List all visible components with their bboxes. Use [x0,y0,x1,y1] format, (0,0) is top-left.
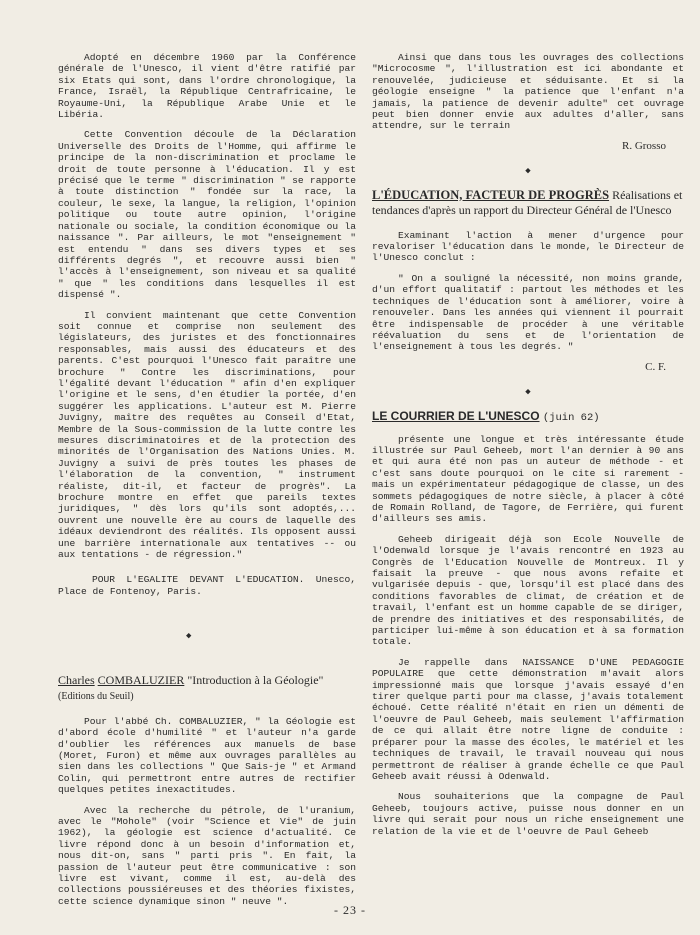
courrier-date: (juin 62) [542,411,600,424]
geology-publisher: (Editions du Seuil) [58,690,134,702]
signature-grosso: R. Grosso [621,139,666,152]
geology-paragraph-1: Pour l'abbé Ch. COMBALUZIER, " la Géologie est d'abord école d'humilité " et l'auteur n'a garde d'oublier les références aux manuels de base (Moret, Furon) et même aux ouvrages parallèles au sien dans les collections " Que Sais-je " et Armand Colin, qui permettront entre autres de rectifier quelques petites inexactitudes. [58,715,356,796]
convention-paragraph-1: Adopté en décembre 1960 par la Conférence générale de l'Unesco, il vient d'être ratifié par six Etats qui sont, dans l'ordre chronologique, la France, Israël, la République Centrafricaine, le Royaume-Uni, la République Arabe Unie et le Libéria. [58,52,356,121]
right-column [372,52,684,846]
courrier-paragraph-3: Je rappelle dans NAISSANCE D'UNE PEDAGOGIE POPULAIRE que cette démonstration m'avait alors impressionné mais que lorsque j'avais essayé d'en tirer quelque parti pour ma classe, j'avais totalement échoué. Cette réalité n'était en rien un démenti de l'oeuvre de Paul Geheeb, mais seulement l'affirmation de ce qui allait être notre ligne de conduite : préparer pour la masse des écoles, le matériel et les techniques de travail, le travail nouveau qui nous permettront de réaliser à grande échelle ce que Paul Geheeb avait réussi à Odenwald. [372,656,684,782]
section-separator-diamond: ◆ [525,166,531,177]
section-separator-diamond: ◆ [186,631,192,642]
brochure-source: POUR L'EGALITE DEVANT L'EDUCATION. Unesco, Place de Fontenoy, Paris. [58,574,356,597]
geology-paragraph-2: Avec la recherche du pétrole, de l'uranium, avec le "Mohole" (voir "Science et Vie" de juin 1962), la géologie est science d'actualité. Ce livre répond donc à un besoin d'information et, nous dit-on, sans " parti pris ". En fait, la passion de l'auteur peut être communicative : son livre est vivant, comme il est, au-delà des collections poussiéreuses et des théories fixistes, cette science dynamique sinon " neuve ". [58,804,356,907]
courrier-paragraph-4: Nous souhaiterions que la compagne de Paul Geheeb, toujours active, puisse nous donner en un livre qui serait pour nous un riche enseignement une relation de la vie et de l'oeuvre de Paul Geheeb [372,791,684,837]
geology-book-heading [58,673,356,704]
geology-paragraph-3: Ainsi que dans tous les ouvrages des collections "Microcosme ", l'illustration est ici abondante et renouvelée, judicieuse et séduisante. Et si la géologie enseigne " la patience que l'enfant n'a jamais, la patience de devenir adulte" cet ouvrage peut bien donner envie aux adultes d'aller, sans attendre, sur le terrain [372,52,684,132]
signature-cf: C. F. [645,360,666,373]
section-separator-diamond: ◆ [525,387,531,398]
geology-book-title: "Introduction à la Géologie" [187,672,324,687]
education-subtitle: Réalisations et tendances d'après un rapport du Directeur Général de l'Unesco [372,187,683,217]
courrier-paragraph-1: présente une longue et très intéressante étude illustrée sur Paul Geheeb, mort l'an dernier à 90 ans et qui aura été non pas un auteur de méthode - et c'est sans doute pourquoi on le cite si rarement - mais un expérimentateur pédagogique de classe, un des sommets pédagogiques de notre siècle, à placer à côté de Romain Rolland, de Tagore, de Ferrière, qui furent d'ailleurs ses amis. [372,433,684,525]
courrier-heading [372,409,684,426]
geology-author-first: Charles [58,672,95,687]
education-quote: " On a souligné la nécessité, non moins grande, d'un effort qualitatif : partout les méthodes et les techniques de l'éducation sont à améliorer, voire à renouveler. Dans les années qui viennent il pourrait être indispensable de procéder à une véritable réévaluation du sens et de l'orientation de l'enseignement à tous les degrés. " [372,272,684,353]
page-number: - 23 - [334,903,366,917]
courrier-paragraph-2: Geheeb dirigeait déjà son Ecole Nouvelle de l'Odenwald lorsque je l'avais rencontré en 1923 au Congrès de l'Education Nouvelle de Montreux. Il y faisait la preuve - que nous avons refaite et vulgarisée depuis - que, lorsqu'il est placé dans des conditions favorables de climat, de création et de travail, l'enfant est un homme capable de se diriger, de prendre des initiatives et des responsabilités, de participer lui-même à son éducation et à sa formation totale. [372,533,684,648]
convention-paragraph-2: Cette Convention découle de la Déclaration Universelle des Droits de l'Homme, qui affirme le principe de la non-discrimination et proclame le droit de toute personne à l'éducation. Il y est précisé que le terme " discrimination " se rapporte à toute distinction " fondée sur la race, la couleur, le sexe, la langue, la religion, l'opinion politique ou toute autre opinion, l'origine nationale ou sociale, la condition économique ou la naissance ". Par ailleurs, le mot "enseignement " est entendu " dans ses divers types et ses différents degrés ", et recouvre aussi bien " l'accès à l'enseignement, son niveau et sa qualité " que " les conditions dans lesquelles il est dispensé ". [58,129,356,301]
convention-paragraph-3: Il convient maintenant que cette Convention soit connue et comprise non seulement des législateurs, des juristes et des fonctionnaires responsables, mais aussi des éducateurs et des parents. C'est pourquoi l'Unesco fait paraître une brochure " Contre les discriminations, pour l'égalité devant l'éducation " afin d'en expliquer l'origine et le sens, d'en étudier la portée, d'en suggérer les applications. L'auteur est M. Pierre Juvigny, maître des requêtes au Conseil d'Etat, Membre de la Sous-commission de la lutte contre les mesures discriminatoires et de la protection des minorités de l'Organisation des Nations Unies. M. Juvigny a suivi de près toutes les phases de l'élaboration de la convention, " instrument réaliste, dit-il, et facteur de progrès". La brochure montre en effet que pareils textes juridiques, " dès lors qu'ils sont adoptés,... ouvrent une nouvelle ère au cours de laquelle des idéaux deviendront des réalités. Ils opposent aussi une barrière internationale aux tentatives -- ou aux tentations - de régression." [58,309,356,561]
geology-author-last: COMBALUZIER [97,672,185,687]
education-title: L'ÉDUCATION, FACTEUR DE PROGRÈS [372,187,610,202]
left-column [58,52,356,916]
education-paragraph-1: Examinant l'action à mener d'urgence pour revaloriser l'éducation dans le monde, le Directeur de l'Unesco conclut : [372,229,684,264]
courrier-title: LE COURRIER DE L'UNESCO [372,408,540,423]
education-heading [372,188,684,218]
